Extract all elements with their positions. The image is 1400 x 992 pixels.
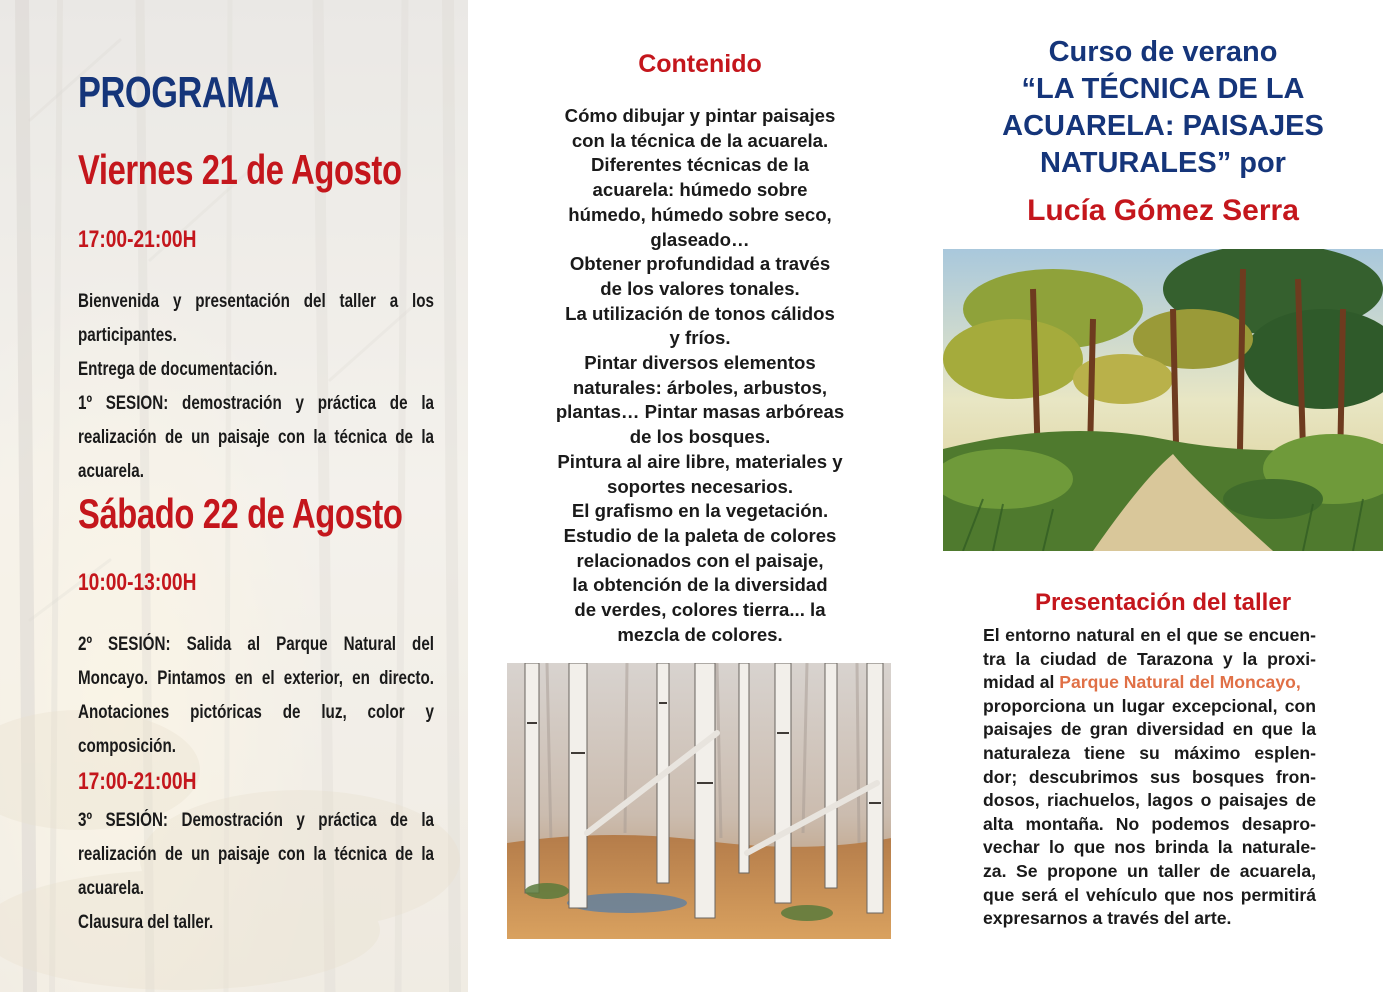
contenido-line: con la técnica de la acuarela.	[571, 129, 829, 151]
day2-item-3: Clausura del taller.	[78, 912, 214, 933]
presentacion-line: El entorno natural en el que se encuen-	[983, 625, 1316, 645]
contenido-line: El grafismo en la vegetación.	[571, 500, 829, 522]
presentacion-line: expresarnos a través del arte.	[983, 908, 1232, 929]
contenido-line: Obtener profundidad a través	[569, 253, 831, 275]
contenido-line: de verdes, colores tierra... la	[574, 599, 826, 621]
presentacion-line-with-link	[983, 671, 1316, 695]
contenido-line: naturales: árboles, arbustos,	[572, 376, 828, 398]
day2-item-2: 3º SESIÓN: Demostración y práctica de la realización de un paisaje con la técnica de la acuarela.	[78, 810, 434, 899]
day2-time-morning: 10:00-13:00H	[78, 569, 197, 596]
curso-title-line: ACUARELA: PAISAJES	[1002, 110, 1324, 142]
day2-morning-activities	[78, 628, 434, 764]
contenido-line: de los valores tonales.	[600, 277, 800, 299]
day2-item-1: 2º SESIÓN: Salida al Parque Natural del Moncayo. Pintamos en el exterior, en directo. Anotaciones pictóricas de luz, color y composición.	[78, 634, 434, 757]
presentacion-title: Presentación del taller	[1034, 589, 1292, 616]
contenido-line: La utilización de tonos cálidos	[565, 302, 835, 324]
curso-title-line: Curso de verano	[1048, 36, 1278, 68]
presentacion-line: dosos, riachuelos, lagos o paisajes de	[983, 790, 1316, 811]
presentacion-line-prefix: midad al	[983, 672, 1060, 693]
day2-heading: Sábado 22 de Agosto	[78, 490, 403, 537]
contenido-line: plantas… Pintar masas arbóreas	[555, 401, 845, 423]
day1-item-2: Entrega de documentación.	[78, 359, 278, 380]
day2-time-afternoon: 17:00-21:00H	[78, 768, 197, 795]
contenido-line: de los bosques.	[629, 426, 771, 448]
day1-item-1: Bienvenida y presentación del taller a los participantes.	[78, 291, 434, 346]
contenido-line: y fríos.	[669, 327, 731, 349]
contenido-line: glaseado…	[650, 228, 750, 250]
presentacion-line: paisajes de gran diversidad en que la	[983, 719, 1316, 740]
day1-activities	[78, 285, 434, 489]
day1-heading: Viernes 21 de Agosto	[78, 146, 402, 193]
day1-time: 17:00-21:00H	[78, 226, 197, 253]
birch-forest-painting	[507, 663, 891, 939]
contenido-list	[505, 104, 895, 647]
contenido-line: soportes necesarios.	[606, 475, 794, 497]
contenido-line: la obtención de la diversidad	[572, 574, 828, 596]
contenido-line: acuarela: húmedo sobre	[592, 179, 808, 201]
presentacion-text	[983, 624, 1316, 931]
day1-item-3: 1º SESION: demostración y práctica de la realización de un paisaje con la técnica de la acuarela.	[78, 393, 434, 482]
presentacion-line: za. Se propone un taller de acuarela,	[983, 860, 1316, 881]
contenido-line: Pintar diversos elementos	[584, 352, 816, 374]
presentacion-line: naturaleza tiene su máximo esplen-	[983, 742, 1316, 763]
contenido-line: Estudio de la paleta de colores	[563, 524, 837, 546]
parque-natural-highlight: Parque Natural del Moncayo,	[1059, 672, 1301, 693]
contenido-line: húmedo, húmedo sobre seco,	[568, 203, 832, 225]
contenido-line: Cómo dibujar y pintar paisajes	[564, 105, 836, 126]
author-name: Lucía Gómez Serra	[1027, 194, 1299, 227]
presentacion-line: proporciona un lugar excepcional, con	[983, 695, 1316, 716]
day2-afternoon-activities	[78, 804, 434, 940]
presentacion-line: tra la ciudad de Tarazona y la proxi-	[983, 648, 1316, 669]
curso-title-line: NATURALES” por	[1040, 147, 1286, 179]
pine-forest-painting	[943, 249, 1383, 551]
curso-title	[940, 34, 1386, 182]
contenido-title: Contenido	[638, 50, 762, 78]
presentacion-line: que será el vehículo que nos permitirá	[983, 884, 1316, 905]
presentacion-line: dor; descubrimos sus bosques fron-	[983, 766, 1316, 787]
presentacion-line: vechar lo que nos brinda la naturale-	[983, 837, 1316, 858]
contenido-line: relacionados con el paisaje,	[576, 549, 824, 571]
contenido-line: Pintura al aire libre, materiales y	[557, 450, 843, 472]
contenido-line: Diferentes técnicas de la	[590, 154, 810, 176]
birch-forest-image	[507, 663, 891, 939]
contenido-line: mezcla de colores.	[617, 623, 783, 645]
programa-title: PROGRAMA	[78, 68, 279, 117]
presentacion-line: alta montaña. No podemos desapro-	[983, 813, 1316, 834]
curso-title-line: “LA TÉCNICA DE LA	[1021, 73, 1305, 105]
pine-forest-image	[943, 249, 1383, 551]
